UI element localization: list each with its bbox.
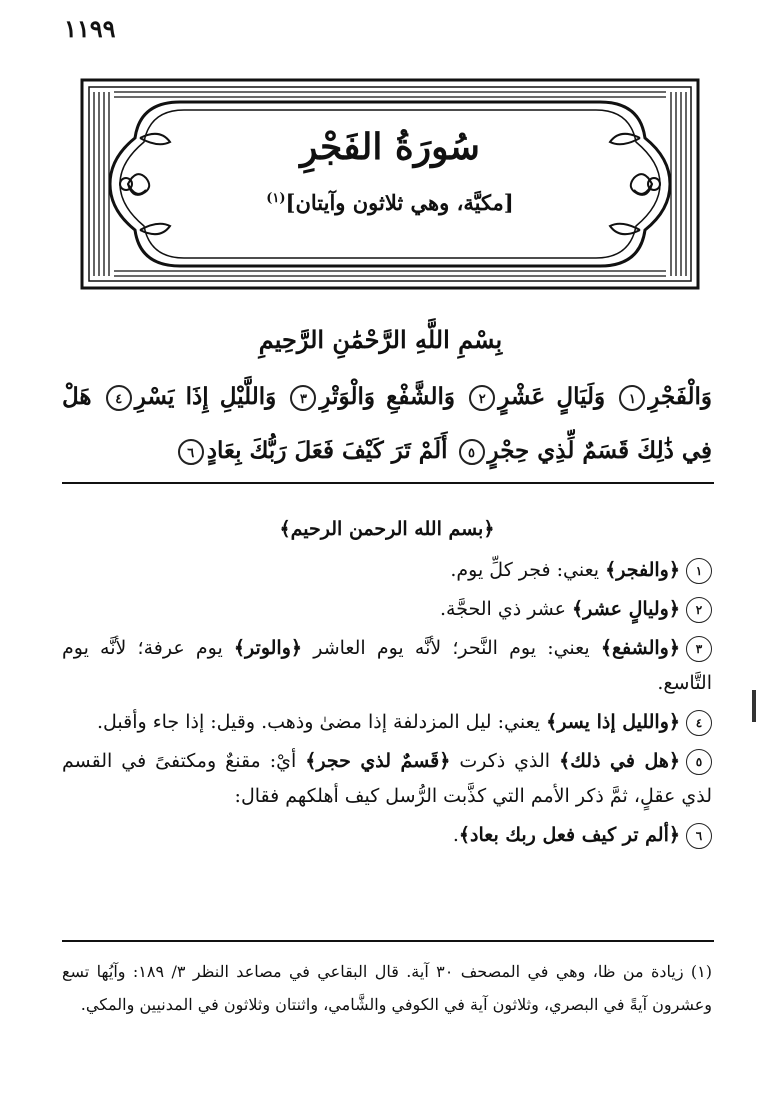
quoted-verse: ﴿هل في ذلك﴾: [559, 750, 680, 772]
ayah-number-marker: ٣: [686, 636, 712, 662]
surah-header-frame: [80, 78, 700, 290]
commentary-text: يعني: فجر كلِّ يوم.: [450, 559, 606, 581]
footnote-reference: (١): [266, 191, 286, 206]
commentary: [62, 512, 712, 857]
commentary-entry: [62, 705, 712, 740]
commentary-basmala: ﴿بسم الله الرحمن الرحيم﴾: [279, 518, 495, 540]
commentary-text: أيْ: مقنعٌ ومكتفىً في القسم لذي عقلٍ، ثمَّ ذكر الأمم التي كذَّبت الرُّسل كيف أهلكهم فقال:: [62, 750, 712, 807]
quran-verses: [62, 370, 712, 478]
commentary-entry: [62, 631, 712, 701]
quoted-verse: ﴿وليالٍ عشر﴾: [572, 598, 680, 620]
ayah-number-marker: ١: [619, 385, 645, 411]
quoted-verse: ﴿والشفع﴾: [600, 637, 680, 659]
footnote: (١) زيادة من ظا، وهي في المصحف ٣٠ آية. قال البقاعي في مصاعد النظر ٣/ ١٨٩: وآيُها تسع وعشرون آيةً في البصري، وثلاثون آية في الكوفي والشَّامي، واثنتان وثلاثون في المدنيين والمكي.: [62, 962, 713, 1014]
commentary-text: الذي ذكرت: [450, 750, 560, 772]
commentary-entry: [62, 592, 712, 627]
commentary-entry: [62, 818, 712, 853]
surah-title: سُورَةُ الفَجْرِ: [300, 126, 480, 168]
ayah-number-marker: ١: [686, 558, 712, 584]
quoted-verse: ﴿والليل إذا يسر﴾: [546, 711, 680, 733]
ayah-text: وَالْفَجْرِ: [648, 383, 713, 410]
commentary-entry: [62, 553, 712, 588]
quoted-verse: ﴿والفجر﴾: [605, 559, 680, 581]
ayah-number-marker: ٢: [469, 385, 495, 411]
basmala-calligraphy: بِسْمِ اللَّهِ الرَّحْمَٰنِ الرَّحِيمِ: [258, 325, 503, 354]
ayah-text: هَلْ فِي ذَٰلِكَ قَسَمٌ لِّذِي حِجْرٍ: [62, 383, 712, 464]
quoted-verse: ﴿ألم تر كيف فعل ربك بعاد﴾: [458, 824, 680, 846]
surah-subtitle-text: [مكيَّة، وهي ثلاثون وآيتان]: [285, 190, 514, 215]
commentary-text: يوم عرفة؛ لأنَّه يوم التَّاسع.: [62, 637, 712, 694]
ayah-text: وَلَيَالٍ عَشْرٍ: [498, 383, 606, 410]
commentary-text: يعني: ليل المزدلفة إذا مضىٰ وذهب. وقيل: إذا جاء وأقبل.: [96, 711, 547, 733]
ayah-number-marker: ٥: [459, 439, 485, 465]
quoted-verse: ﴿والوتر﴾: [233, 637, 303, 659]
ayah-text: أَلَمْ تَرَ كَيْفَ فَعَلَ رَبُّكَ بِعَادٍ: [206, 437, 448, 464]
page-number: ١١٩٩: [64, 14, 116, 43]
quoted-verse: ﴿قَسمٌ لذي حجر﴾: [305, 750, 451, 772]
ayah-text: وَاللَّيْلِ إِذَا يَسْرِ: [134, 383, 277, 410]
ayah-number-marker: ٥: [686, 749, 712, 775]
margin-mark: [752, 690, 756, 722]
ayah-text: وَالشَّفْعِ وَالْوَتْرِ: [319, 383, 456, 410]
ayah-number-marker: ٤: [686, 710, 712, 736]
footnote-divider: [62, 940, 714, 942]
commentary-entry: [62, 744, 712, 814]
surah-subtitle: [80, 190, 700, 215]
ayah-number-marker: ٤: [106, 385, 132, 411]
section-divider: [62, 482, 714, 484]
ayah-number-marker: ٦: [178, 439, 204, 465]
commentary-text: عشر ذي الحجَّة.: [440, 598, 573, 620]
ayah-number-marker: ٢: [686, 597, 712, 623]
ornamental-border-icon: [80, 78, 700, 290]
commentary-text: يعني: يوم النَّحر؛ لأنَّه يوم العاشر: [302, 637, 601, 659]
ayah-number-marker: ٦: [686, 823, 712, 849]
commentary-text: .: [452, 824, 459, 846]
ayah-number-marker: ٣: [290, 385, 316, 411]
